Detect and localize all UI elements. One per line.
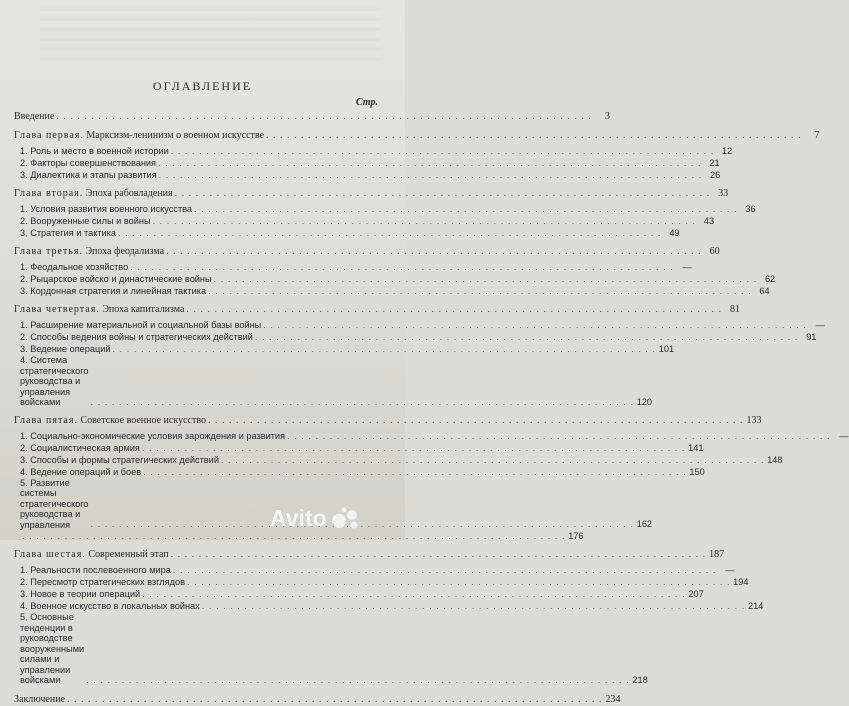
leader-dots — [166, 246, 702, 258]
toc-item-page: 36 — [745, 204, 756, 214]
toc-item-page: 26 — [709, 170, 721, 180]
toc-item-page: 49 — [669, 228, 680, 238]
toc-item — [14, 454, 783, 466]
toc-item — [14, 215, 715, 227]
toc-item — [14, 355, 653, 408]
leader-dots — [263, 319, 807, 331]
toc-item-label: 3. Способы и формы стратегических действий — [20, 454, 219, 465]
toc-intro — [14, 111, 610, 123]
leader-dots — [175, 188, 711, 200]
toc-chapter-title — [14, 130, 264, 142]
toc-item-label: 2. Рыцарское войско и династические войны — [20, 274, 212, 284]
toc-item — [14, 273, 776, 285]
leader-dots — [266, 130, 802, 142]
leader-dots — [56, 111, 592, 123]
toc-chapter-page: 7 — [814, 130, 820, 141]
toc-conclusion-label: Заключение — [14, 693, 65, 705]
toc-chapter-title — [14, 415, 206, 427]
leader-dots — [171, 145, 715, 157]
toc-item-label: 1. Феодальное хозяйство — [20, 262, 129, 272]
toc-item — [14, 169, 721, 181]
toc-item-label: 2. Вооруженные силы и войны — [20, 216, 151, 226]
leader-dots — [255, 331, 799, 343]
toc-item-page: 176 — [568, 531, 584, 541]
toc-chapter-heading — [14, 246, 720, 258]
chapter-number: Глава третья. — [14, 246, 83, 257]
toc-chapter-heading — [14, 304, 740, 316]
toc-item-page: 150 — [689, 466, 705, 477]
toc-chapter-page: 33 — [718, 188, 729, 199]
toc-chapter-page: 81 — [729, 304, 740, 315]
toc-item — [14, 466, 705, 478]
toc-item-page: 12 — [722, 146, 733, 156]
toc-chapter-title — [14, 188, 173, 200]
toc-item-label: 4. Ведение операций и боев — [20, 466, 142, 477]
toc-item-label: 2. Пересмотр стратегических взглядов — [20, 577, 185, 587]
toc-item-label: 2. Факторы совершенствования — [20, 158, 157, 168]
toc-item-label: 3. Диалектика и этапы развития — [20, 170, 157, 180]
toc-item-page: 194 — [733, 577, 749, 587]
leader-dots — [187, 576, 731, 588]
toc-item — [14, 331, 817, 343]
toc-item-label: 3. Ведение операций — [20, 344, 111, 354]
chapter-number: Глава вторая. — [14, 188, 84, 199]
leader-dots — [153, 215, 697, 227]
toc-item — [14, 588, 704, 600]
chapter-number: Глава шестая. — [14, 549, 86, 560]
chapter-number: Глава пятая. — [14, 414, 78, 426]
toc-item-page: 214 — [747, 601, 764, 611]
page-column-label: Стр. — [355, 97, 378, 108]
toc-item — [14, 227, 680, 239]
toc-item — [14, 612, 648, 686]
toc-item-page: 91 — [806, 332, 817, 342]
toc-item-label: 3. Кордонная стратегия и линейная тактика — [20, 286, 207, 296]
toc-item-page: 207 — [688, 589, 704, 599]
leader-dots — [221, 454, 765, 466]
table-of-contents — [14, 111, 849, 706]
toc-chapter-heading — [14, 188, 729, 200]
toc-item-page: 62 — [764, 274, 776, 284]
toc-item-page: — — [839, 430, 849, 441]
chapter-name: Советское военное искусство — [80, 414, 206, 426]
toc-item-label: 5. Основные тенденции в руководстве вооруженными силами и управлении войсками — [20, 612, 85, 685]
toc-item-page: 101 — [658, 344, 675, 354]
toc-chapter-heading — [14, 549, 725, 561]
toc-item — [14, 203, 756, 215]
toc-intro-label: Введение — [14, 111, 55, 122]
leader-dots — [208, 285, 752, 297]
toc-intro-page: 3 — [604, 111, 610, 122]
toc-item — [14, 145, 733, 157]
toc-item-label: 3. Новое в теории операций — [20, 589, 141, 599]
toc-item — [14, 285, 770, 297]
chapter-name: Эпоха капитализма — [102, 304, 185, 315]
avito-watermark — [270, 498, 400, 538]
chapter-number: Глава четвертая. — [14, 304, 100, 315]
toc-item-label: 1. Реальности послевоенного мира — [20, 565, 171, 575]
toc-chapter-heading — [14, 414, 762, 427]
toc-chapter-title — [14, 549, 169, 561]
toc-item-label: 1. Социально-экономические условия зарождения и развития — [20, 430, 286, 441]
toc-item — [14, 564, 735, 576]
toc-item-label: 5. Развитие системы стратегического руководства и управления — [20, 477, 89, 530]
leader-dots — [86, 674, 630, 686]
toc-item-page: 148 — [767, 454, 783, 465]
toc-item-label: 1. Роль и место в военной истории — [20, 146, 169, 156]
leader-dots — [173, 564, 717, 576]
toc-item — [14, 430, 849, 442]
toc-item-page: 162 — [636, 519, 653, 529]
leader-dots — [214, 273, 758, 285]
toc-item-label: 1. Условия развития военного искусства — [20, 204, 193, 214]
toc-item — [14, 343, 675, 355]
toc-item-page: — — [682, 262, 692, 272]
bleed-through-text — [40, 0, 380, 60]
leader-dots — [158, 157, 702, 169]
leader-dots — [67, 694, 603, 706]
leader-dots — [130, 261, 674, 273]
toc-item-label: 4. Система стратегического руководства и управления войсками — [20, 355, 89, 407]
toc-item — [14, 442, 704, 454]
chapter-name: Эпоха рабовладения — [85, 188, 173, 199]
toc-item-page: 64 — [759, 286, 770, 296]
toc-item-page: 218 — [632, 674, 648, 685]
avito-logo-icon — [331, 506, 361, 530]
leader-dots — [287, 430, 831, 442]
toc-item-label: 2. Способы ведения войны и стратегических действий — [20, 332, 253, 342]
toc-item-page: — — [815, 320, 825, 330]
toc-item — [14, 319, 825, 331]
toc-chapter-page: 133 — [746, 414, 762, 426]
leader-dots — [159, 169, 703, 181]
page-title: ОГЛАВЛЕНИЕ — [152, 79, 253, 93]
toc-item — [14, 261, 692, 273]
toc-item — [14, 576, 749, 588]
toc-item-page: 21 — [709, 158, 720, 168]
toc-item-page: 120 — [636, 396, 653, 407]
leader-dots — [118, 227, 662, 239]
toc-chapter-title — [14, 304, 184, 316]
toc-item-page: 141 — [688, 442, 704, 453]
leader-dots — [143, 466, 687, 478]
chapter-number: Глава первая. — [14, 130, 84, 141]
toc-item — [14, 157, 720, 169]
leader-dots — [208, 415, 744, 427]
toc-chapter-heading — [14, 130, 820, 142]
leader-dots — [171, 549, 707, 561]
leader-dots — [194, 203, 738, 215]
toc-conclusion-page: 234 — [605, 693, 621, 705]
leader-dots — [113, 343, 657, 355]
leader-dots — [142, 588, 686, 600]
toc-item-label: 3. Стратегия и тактика — [20, 228, 116, 238]
leader-dots — [91, 396, 635, 408]
watermark-text: Avito — [270, 504, 327, 531]
toc-item — [14, 600, 764, 612]
chapter-name: Современный этап — [88, 549, 169, 560]
toc-item-page: 43 — [703, 216, 715, 226]
toc-item-label: 1. Расширение материальной и социальной базы войны — [20, 320, 262, 330]
leader-dots — [186, 304, 722, 316]
toc-item-label: 4. Военное искусство в локальных войнах — [20, 601, 200, 611]
toc-chapters — [14, 130, 849, 686]
toc-item-label: 2. Социалистическая армия — [20, 442, 140, 453]
toc-chapter-page: 187 — [709, 549, 725, 560]
toc-item-page: — — [725, 565, 735, 575]
toc-chapter-title — [14, 246, 164, 258]
chapter-name: Марксизм-ленинизм о военном искусстве — [86, 130, 264, 141]
chapter-name: Эпоха феодализма — [85, 246, 165, 257]
leader-dots — [202, 600, 746, 612]
toc-conclusion — [14, 693, 621, 706]
leader-dots — [142, 442, 686, 454]
toc-chapter-page: 60 — [709, 246, 720, 257]
